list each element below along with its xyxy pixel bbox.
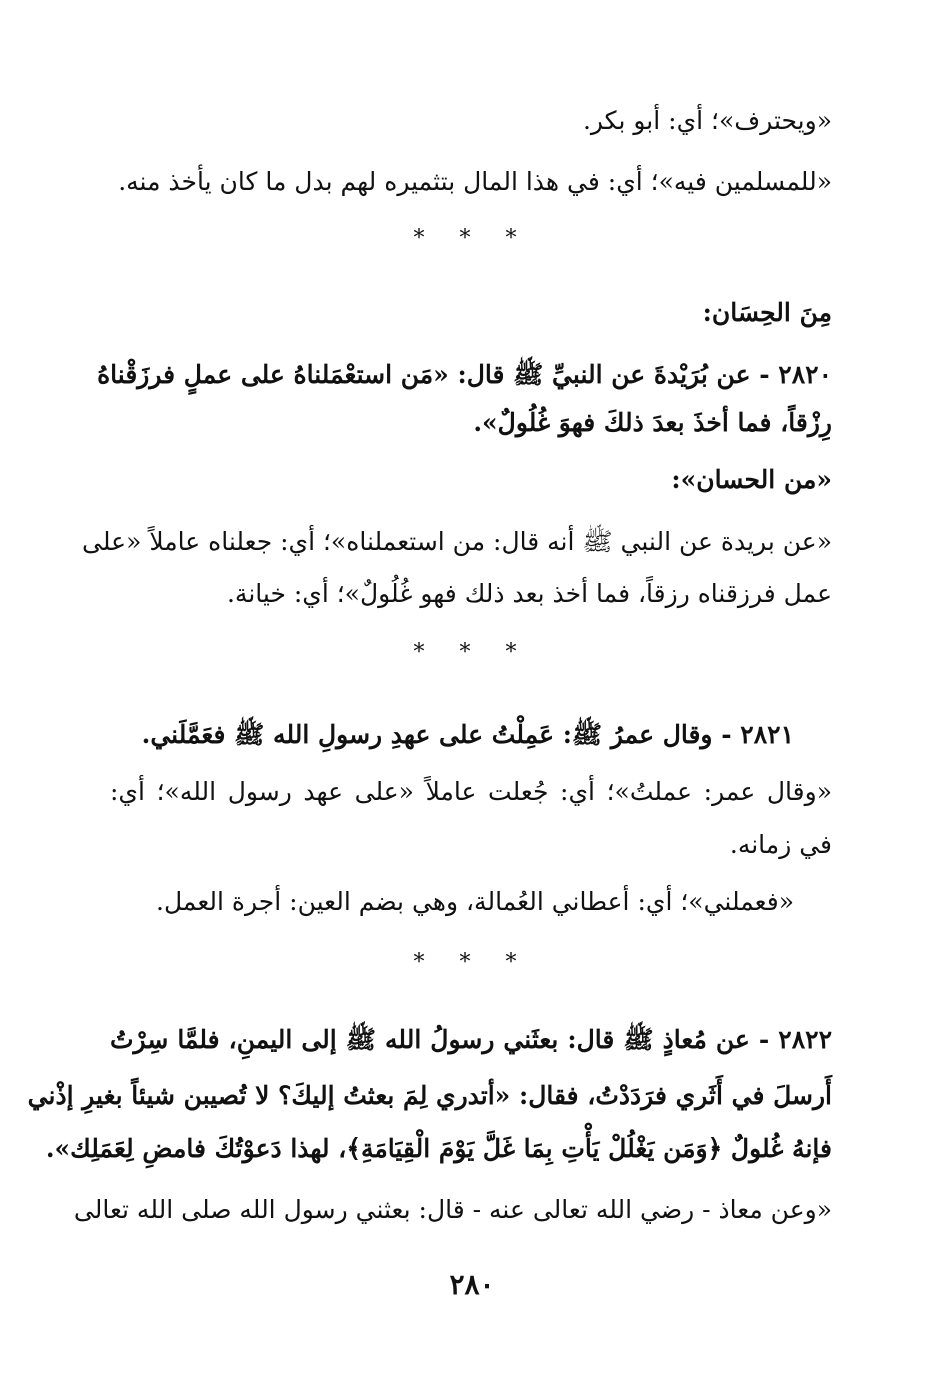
text-line: «ويحترف»؛ أي: أبو بكر. xyxy=(582,106,832,135)
commentary-line: «فعملني»؛ أي: أعطاني العُمالة، وهي بضم العين: أجرة العمل. xyxy=(156,887,794,916)
hadith-line: رِزْقاً، فما أخذَ بعدَ ذلكَ فهوَ غُلُولٌ». xyxy=(473,408,832,437)
commentary-line: «وعن معاذ - رضي الله تعالى عنه - قال: بعثني رسول الله صلى الله تعالى xyxy=(73,1195,832,1224)
commentary-line: في زمانه. xyxy=(729,830,832,859)
hadith-line: ٢٨٢٠ - عن بُرَيْدةَ عن النبيِّ ﷺ قال: «مَن استعْمَلناهُ على عملٍ فرزَقْناهُ xyxy=(97,360,832,389)
section-separator: * * * xyxy=(413,226,531,251)
page-number: ٢٨٠ xyxy=(449,1268,495,1301)
commentary-line: «وقال عمر: عملتُ»؛ أي: جُعلت عاملاً «على عهد رسول الله»؛ أي: xyxy=(110,777,832,806)
hadith-line: ٢٨٢٢ - عن مُعاذٍ ﷺ قال: بعثَني رسولُ الله ﷺ إلى اليمنِ، فلمَّا سِرْتُ xyxy=(110,1025,832,1054)
hadith-line: أَرسلَ في أَثَري فرَدَدْتُ، فقال: «أتدري لِمَ بعثتُ إليكَ؟ لا تُصيبن شيئاً بغيرِ إذْني xyxy=(27,1081,832,1110)
commentary-line: عمل فرزقناه رزقاً، فما أخذ بعد ذلك فهو غُلُولٌ»؛ أي: خيانة. xyxy=(226,579,832,608)
commentary-line: «عن بريدة عن النبي ﷺ أنه قال: من استعملناه»؛ أي: جعلناه عاملاً «على xyxy=(82,527,832,556)
section-separator: * * * xyxy=(413,640,531,665)
section-heading: مِنَ الحِسَان: xyxy=(702,298,832,327)
hadith-line: فإنهُ غُلولٌ ﴿وَمَن يَغْلُلْ يَأْتِ بِمَا غَلَّ يَوْمَ الْقِيَامَةِ﴾، لهذا دَعوْتُكَ فامضِ لِعَمَلِك». xyxy=(45,1134,832,1163)
text-line: «للمسلمين فيه»؛ أي: في هذا المال بتثميره لهم بدل ما كان يأخذ منه. xyxy=(118,167,832,196)
hadith-line: ٢٨٢١ - وقال عمرُ ﷺ: عَمِلْتُ على عهدِ رسولِ الله ﷺ فعَمَّلَني. xyxy=(141,720,794,749)
commentary-heading: «من الحسان»: xyxy=(671,465,832,494)
section-separator: * * * xyxy=(413,950,531,975)
